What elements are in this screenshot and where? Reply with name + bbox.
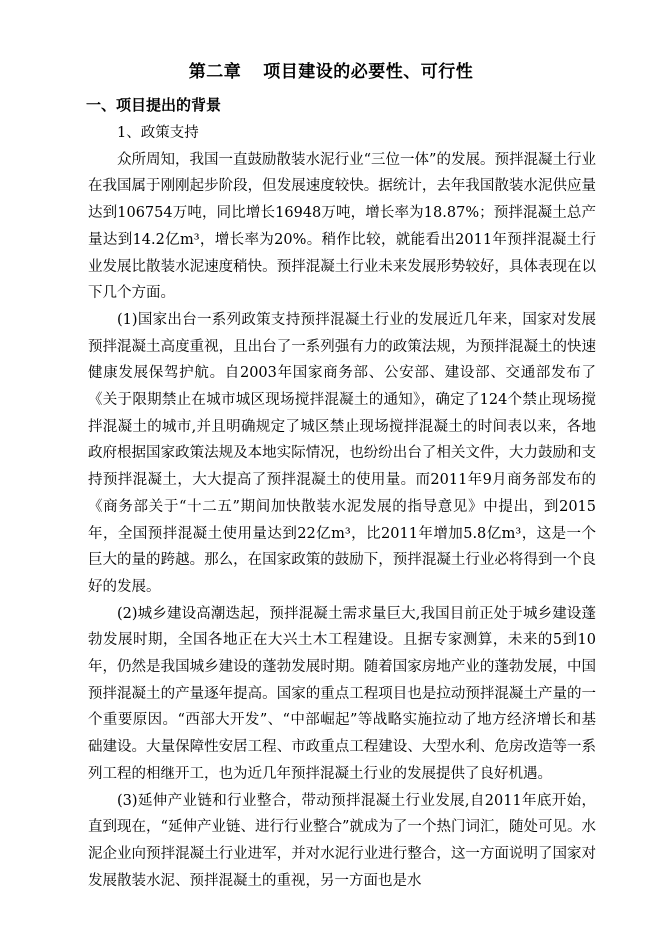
paragraph-policy: (1)国家出台一系列政策支持预拌混凝土行业的发展近几年来，国家对发展预拌混凝土高度重视，且出台了一系列强有力的政策法规，为预拌混凝土的快速健康发展保驾护航。自2003年国家商务部、公安部、建设部、交通部发布了《关于限期禁止在城市城区现场搅拌混凝土的通知》，确定了124个禁止现场搅拌混凝土的城市,并且明确规定了城区禁止现场搅拌混凝土的时间表以来，各地政府根据国家政策法规及本地实际情况，也纷纷出台了相关文件，大力鼓励和支持预拌混凝土，大大提高了预拌混凝土的使用量。而2011年9月商务部发布的《商务部关于“十二五”期间加快散装水泥发展的指导意见》中提出，到2015年，全国预拌混凝土使用量达到22亿m³，比2011年增加5.8亿m³，这是一个巨大的量的跨越。那么，在国家政策的鼓励下，预拌混凝土行业必将得到一个良好的发展。 [88,311,596,595]
paragraph-urban-construction: (2)城乡建设高潮迭起，预拌混凝土需求量巨大,我国目前正处于城乡建设蓬勃发展时期，全国各地正在大兴土木工程建设。且据专家测算，未来的5到10年，仍然是我国城乡建设的蓬勃发展时期。随着国家房地产业的蓬勃发展，中国预拌混凝土的产量逐年提高。国家的重点工程项目也是拉动预拌混凝土产量的一个重要原因。“西部大开发”、“中部崛起”等战略实施拉动了地方经济增长和基础建设。大量保障性安居工程、市政重点工程建设、大型水利、危房改造等一系列工程的相继开工，也为近几年预拌混凝土行业的发展提供了良好机遇。 [88,605,596,782]
paragraph-industry-chain: (3)延伸产业链和行业整合，带动预拌混凝土行业发展,自2011年底开始，直到现在，“延伸产业链、进行行业整合”就成为了一个热门词汇，随处可见。水泥企业向预拌混凝土行业进军，并对水泥行业进行整合，这一方面说明了国家对发展散装水泥、预拌混凝土的重视，另一方面也是水 [88,792,596,889]
section-heading: 一、项目提出的背景 [86,96,222,114]
paragraph-intro: 众所周知，我国一直鼓励散装水泥行业“三位一体”的发展。预拌混凝土行业在我国属于刚刚起步阶段，但发展速度较快。据统计，去年我国散装水泥供应量达到106754万吨，同比增长16948万吨，增长率为18.87%；预拌混凝土总产量达到14.2亿m³，增长率为20%。稍作比较，就能看出2011年预拌混凝土行业发展比散装水泥速度稍快。预拌混凝土行业未来发展形势较好，具体表现在以下几个方面。 [88,151,596,302]
body-text [88,120,596,894]
subheading: 1、政策支持 [117,125,199,141]
chapter-label: 第二章 [188,62,242,82]
chapter-title-text: 项目建设的必要性、可行性 [263,62,474,82]
chapter-title [0,60,662,84]
